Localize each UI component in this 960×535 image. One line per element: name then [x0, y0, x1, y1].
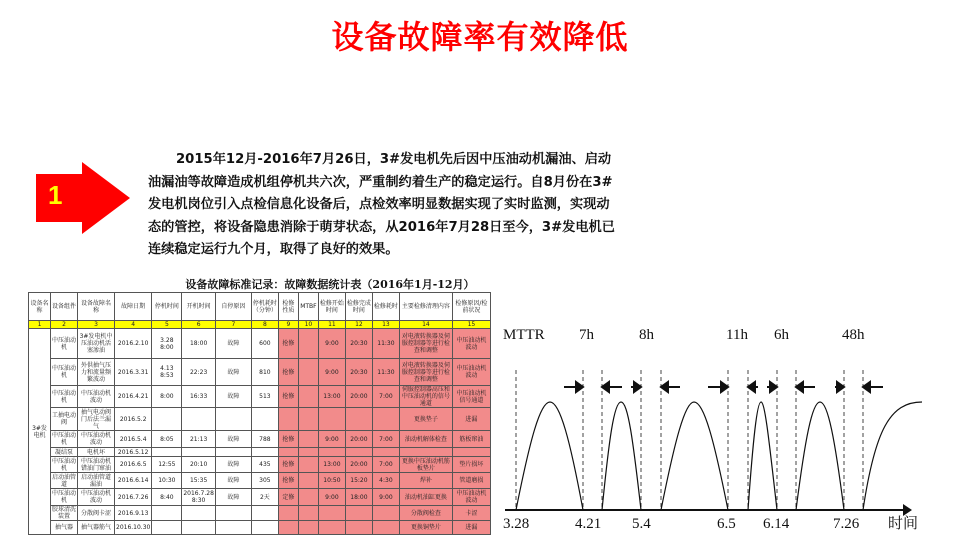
- table-cell: 抽气器: [51, 521, 78, 535]
- table-title: 设备故障标准记录：故障数据统计表（2016年1月-12月）: [185, 278, 475, 291]
- table-cell: [298, 431, 318, 448]
- table-cell: 故障: [215, 457, 251, 473]
- table-cell: 4.13 8:53: [152, 359, 182, 386]
- table-cell: 故障: [215, 431, 251, 448]
- column-number-cell: 9: [278, 321, 298, 329]
- table-cell: 抢修: [278, 359, 298, 386]
- table-cell: 20:30: [345, 359, 372, 386]
- axis-arrow-icon: [903, 504, 912, 516]
- table-row: [29, 506, 491, 521]
- header-cell: 设备组件: [51, 293, 78, 321]
- table-cell: 8:40: [152, 489, 182, 506]
- table-cell: 8:00: [152, 386, 182, 408]
- table-cell: [152, 408, 182, 431]
- table-cell: [345, 506, 372, 521]
- table-cell: [278, 506, 298, 521]
- table-cell: 抢修: [278, 431, 298, 448]
- table-cell: 3#发电机中压油动机活塞渗油: [78, 329, 115, 359]
- table-cell: [278, 448, 298, 457]
- table-cell: [345, 408, 372, 431]
- table-cell: 4:30: [372, 473, 399, 489]
- column-number-cell: 8: [251, 321, 278, 329]
- table-cell: 故障: [215, 359, 251, 386]
- header-cell: 设备名称: [29, 293, 51, 321]
- table-cell: [345, 521, 372, 535]
- table-cell: 故障: [215, 329, 251, 359]
- table-cell: 7:00: [372, 386, 399, 408]
- table-cell: 电机坏: [78, 448, 115, 457]
- column-number-cell: 2: [51, 321, 78, 329]
- table-cell: 20:00: [345, 386, 372, 408]
- table-cell: [182, 506, 216, 521]
- header-cell: 检修耗时: [372, 293, 399, 321]
- duration-label: 7h: [579, 327, 594, 343]
- table-cell: 11:30: [372, 359, 399, 386]
- table-cell: [251, 506, 278, 521]
- header-cell: MTBF: [298, 293, 318, 321]
- table-cell: 20:00: [345, 457, 372, 473]
- table-row: [29, 431, 491, 448]
- table-cell: [318, 408, 345, 431]
- table-cell: 10:30: [152, 473, 182, 489]
- table-cell: [298, 386, 318, 408]
- table-cell: 2016.6.5: [115, 457, 152, 473]
- table-cell: 启动油管道: [52, 473, 77, 488]
- table-cell: 更换垫子: [399, 408, 452, 431]
- table-row: [29, 359, 491, 386]
- table-cell: 油动机解体检查: [399, 431, 452, 448]
- table-cell: 抽气器筋气: [78, 521, 115, 535]
- table-cell: 22:23: [182, 359, 216, 386]
- table-cell: [372, 408, 399, 431]
- table-cell: [251, 521, 278, 535]
- date-label: 6.14: [763, 516, 790, 532]
- table-cell: [318, 521, 345, 535]
- table-cell: 9:00: [372, 489, 399, 506]
- table-cell: 抢修: [278, 386, 298, 408]
- table-cell: 11:30: [372, 329, 399, 359]
- table-cell: 15:35: [182, 473, 216, 489]
- table-cell: 9:00: [318, 489, 345, 506]
- table-cell: [298, 473, 318, 489]
- table-cell: [452, 448, 490, 457]
- table-cell: 8:05: [152, 431, 182, 448]
- table-cell: 3.28 8:00: [152, 329, 182, 359]
- table-cell: [399, 448, 452, 457]
- table-cell: 2016.9.13: [115, 506, 152, 521]
- table-cell: 12:55: [152, 457, 182, 473]
- table-cell: 管道磨损: [452, 473, 490, 489]
- table-cell: 2016.10.30: [115, 521, 152, 535]
- table-cell: [318, 506, 345, 521]
- header-cell: 开机时间: [182, 293, 216, 321]
- table-row: [29, 521, 491, 535]
- column-number-cell: 4: [115, 321, 152, 329]
- table-cell: 2016.7.28 8:30: [183, 490, 214, 504]
- table-cell: [152, 448, 182, 457]
- table-cell: 抢修: [278, 329, 298, 359]
- table-cell: 16:33: [182, 386, 216, 408]
- table-cell: [298, 359, 318, 386]
- table-cell: 2016.6.14: [115, 473, 152, 489]
- table-row: [29, 386, 491, 408]
- table-cell: 对电液转换器及伺服控制器等进行检查和调整: [399, 359, 452, 386]
- column-number-cell: 11: [318, 321, 345, 329]
- column-number-cell: 12: [345, 321, 372, 329]
- table-cell: [298, 521, 318, 535]
- table-cell: 工抽电动阀: [51, 408, 78, 431]
- header-cell: 设备故障名称: [78, 293, 115, 321]
- column-number-cell: 15: [452, 321, 490, 329]
- table-cell: 2016.5.2: [115, 408, 152, 431]
- table-cell: [215, 506, 251, 521]
- column-number-cell: 13: [372, 321, 399, 329]
- table-cell: 20:30: [345, 329, 372, 359]
- table-cell: 中压油动机: [52, 457, 77, 472]
- table-cell: 9:00: [318, 329, 345, 359]
- header-cell: 主要检修清理内容: [399, 293, 452, 321]
- table-cell: 7:00: [372, 431, 399, 448]
- table-cell: [298, 489, 318, 506]
- slide-title: 设备故障率有效降低: [331, 18, 629, 56]
- duration-label: 8h: [639, 327, 654, 343]
- table-cell: 分散阀检查: [399, 506, 452, 521]
- table-cell: 20:00: [345, 431, 372, 448]
- date-label: 5.4: [632, 516, 651, 532]
- operation-curves: [516, 402, 922, 510]
- table-cell: 对电液转换器及伺服控制器等进行检查和调整: [399, 329, 452, 359]
- table-cell: [345, 448, 372, 457]
- table-cell: 中压油动机波动: [452, 489, 490, 506]
- table-cell: 2016.5.12: [115, 448, 152, 457]
- table-cell: 抢修: [278, 457, 298, 473]
- table-cell: 启动油管道漏油: [78, 473, 115, 489]
- table-cell: 305: [251, 473, 278, 489]
- table-cell: [298, 329, 318, 359]
- table-cell: 中压油动机: [51, 386, 78, 408]
- table-cell: [152, 521, 182, 535]
- table-cell: 18:00: [182, 329, 216, 359]
- table-cell: [215, 521, 251, 535]
- table-cell: 513: [251, 386, 278, 408]
- table-cell: [251, 448, 278, 457]
- date-label: 3.28: [503, 516, 530, 532]
- header-row: [29, 293, 491, 321]
- table-cell: 15:20: [345, 473, 372, 489]
- table-cell: 2天: [251, 489, 278, 506]
- table-cell: 中压油动机信号通道: [452, 386, 490, 408]
- header-cell: 停机时间: [152, 293, 182, 321]
- column-number-cell: 1: [29, 321, 51, 329]
- table-cell: 2016.7.26: [115, 489, 152, 506]
- table-cell: 故障: [215, 489, 251, 506]
- table-cell: 9:00: [318, 431, 345, 448]
- column-number-cell: 6: [182, 321, 216, 329]
- table-row: [29, 408, 491, 431]
- table-cell: 13:00: [318, 457, 345, 473]
- table-cell: 更换铜垫片: [399, 521, 452, 535]
- duration-label: 6h: [774, 327, 789, 343]
- table-cell: [298, 457, 318, 473]
- table-cell: 分散阀卡涩: [78, 506, 115, 521]
- table-cell: 2016.3.31: [115, 359, 152, 386]
- table-cell: [182, 408, 216, 431]
- table-cell: [372, 521, 399, 535]
- table-cell: [318, 448, 345, 457]
- column-number-cell: 10: [298, 321, 318, 329]
- header-cell: 检修性质: [278, 293, 298, 321]
- table-cell: 21:13: [182, 431, 216, 448]
- column-number-cell: 5: [152, 321, 182, 329]
- table-cell: 更换中压油动机筋板垫片: [399, 457, 452, 473]
- table-cell: 垫片损坏: [452, 457, 490, 473]
- table-cell: 定修: [278, 489, 298, 506]
- table-cell: 进漏: [452, 521, 490, 535]
- column-number-cell: 7: [215, 321, 251, 329]
- duration-label: 11h: [726, 327, 748, 343]
- table-cell: 中压油动机: [51, 359, 78, 386]
- table-cell: 2016.5.4: [115, 431, 152, 448]
- table-cell: 抽气电动阀门后法兰漏气: [78, 408, 115, 431]
- duration-label: 48h: [842, 327, 865, 343]
- fault-data-table: [28, 292, 491, 535]
- device-name-cell: 3#发电机: [29, 329, 51, 535]
- table-cell: 435: [251, 457, 278, 473]
- table-cell: 中压油动机波动: [78, 431, 115, 448]
- table-cell: 18:00: [345, 489, 372, 506]
- table-cell: 中压油动机波动: [452, 329, 490, 359]
- table-cell: [215, 448, 251, 457]
- repair-arrows: [564, 382, 883, 392]
- table-cell: 中压油动机波动: [452, 359, 490, 386]
- header-cell: 自停原因: [215, 293, 251, 321]
- header-cell: 检修原因/检前状况: [452, 293, 490, 321]
- table-cell: [298, 408, 318, 431]
- table-cell: 中压油动机: [52, 432, 77, 446]
- table-cell: 中压油动机错油门窜油: [78, 457, 115, 473]
- table-cell: [298, 506, 318, 521]
- table-cell: [278, 521, 298, 535]
- table-cell: [182, 448, 216, 457]
- header-cell: 检修开始时间: [318, 293, 345, 321]
- table-cell: 7:00: [372, 457, 399, 473]
- table-cell: 10:50: [318, 473, 345, 489]
- date-label: 7.26: [833, 516, 860, 532]
- table-cell: [372, 506, 399, 521]
- table-cell: 油动机油缸更换: [399, 489, 452, 506]
- table-cell: 胶球清洗装置: [52, 506, 77, 520]
- table-cell: 伺服控制器高压和中压油动机的信号通道: [399, 386, 452, 408]
- date-label: 6.5: [717, 516, 736, 532]
- table-cell: 卡涩: [452, 506, 490, 521]
- table-cell: [298, 448, 318, 457]
- table-cell: 600: [251, 329, 278, 359]
- table-cell: [152, 506, 182, 521]
- header-cell: 检修完成时间: [345, 293, 372, 321]
- table-cell: 810: [251, 359, 278, 386]
- table-cell: 2016.2.10: [115, 329, 152, 359]
- table-cell: 故障: [215, 473, 251, 489]
- table-cell: [278, 408, 298, 431]
- mttr-diagram: [495, 310, 960, 533]
- table-cell: 焊补: [399, 473, 452, 489]
- column-number-cell: 3: [78, 321, 115, 329]
- table-cell: 筋板窜油: [452, 431, 490, 448]
- header-cell: 停机耗时（分钟）: [251, 293, 278, 321]
- table-row: [29, 329, 491, 359]
- description-paragraph: 2015年12月-2016年7月26日，3#发电机先后因中压油动机漏油、启动油漏油等故障造成机组停机共六次，严重制约着生产的稳定运行。自8月份在3#发电机岗位引入点检信息化设备后，点检效率明显数据实现了实时监测，实现动态的管控，将设备隐患消除于萌芽状态，从2016年7月28日至今，3#发电机已连续稳定运行九个月，取得了良好的效果。: [148, 152, 615, 257]
- table-cell: 9:00: [318, 359, 345, 386]
- table-row: [29, 489, 491, 506]
- column-number-cell: 14: [399, 321, 452, 329]
- date-label: 4.21: [575, 516, 602, 532]
- table-cell: 外供抽气压力和流量频繁波动: [78, 359, 115, 386]
- table-cell: 2016.4.21: [115, 386, 152, 408]
- table-row: [29, 473, 491, 489]
- table-cell: 788: [251, 431, 278, 448]
- table-cell: 中压油动机: [51, 329, 78, 359]
- table-cell: [182, 521, 216, 535]
- badge-number: 1: [48, 180, 63, 210]
- table-row: [29, 448, 491, 457]
- table-cell: 13:00: [318, 386, 345, 408]
- column-number-row: [29, 321, 491, 329]
- table-cell: 20:10: [182, 457, 216, 473]
- table-cell: 进漏: [452, 408, 490, 431]
- table-cell: 抢修: [278, 473, 298, 489]
- mttr-label: MTTR: [503, 327, 545, 343]
- table-row: [29, 457, 491, 473]
- table-cell: 中压油动机: [52, 490, 77, 504]
- table-cell: [215, 408, 251, 431]
- table-cell: 中压油动机波动: [78, 386, 115, 408]
- table-cell: [251, 408, 278, 431]
- table-cell: 凝结泵: [51, 448, 78, 457]
- table-cell: 故障: [215, 386, 251, 408]
- table-cell: [372, 448, 399, 457]
- table-cell: 中压油动机波动: [78, 489, 115, 506]
- time-axis-label: 时间: [888, 516, 919, 532]
- header-cell: 故障日期: [115, 293, 152, 321]
